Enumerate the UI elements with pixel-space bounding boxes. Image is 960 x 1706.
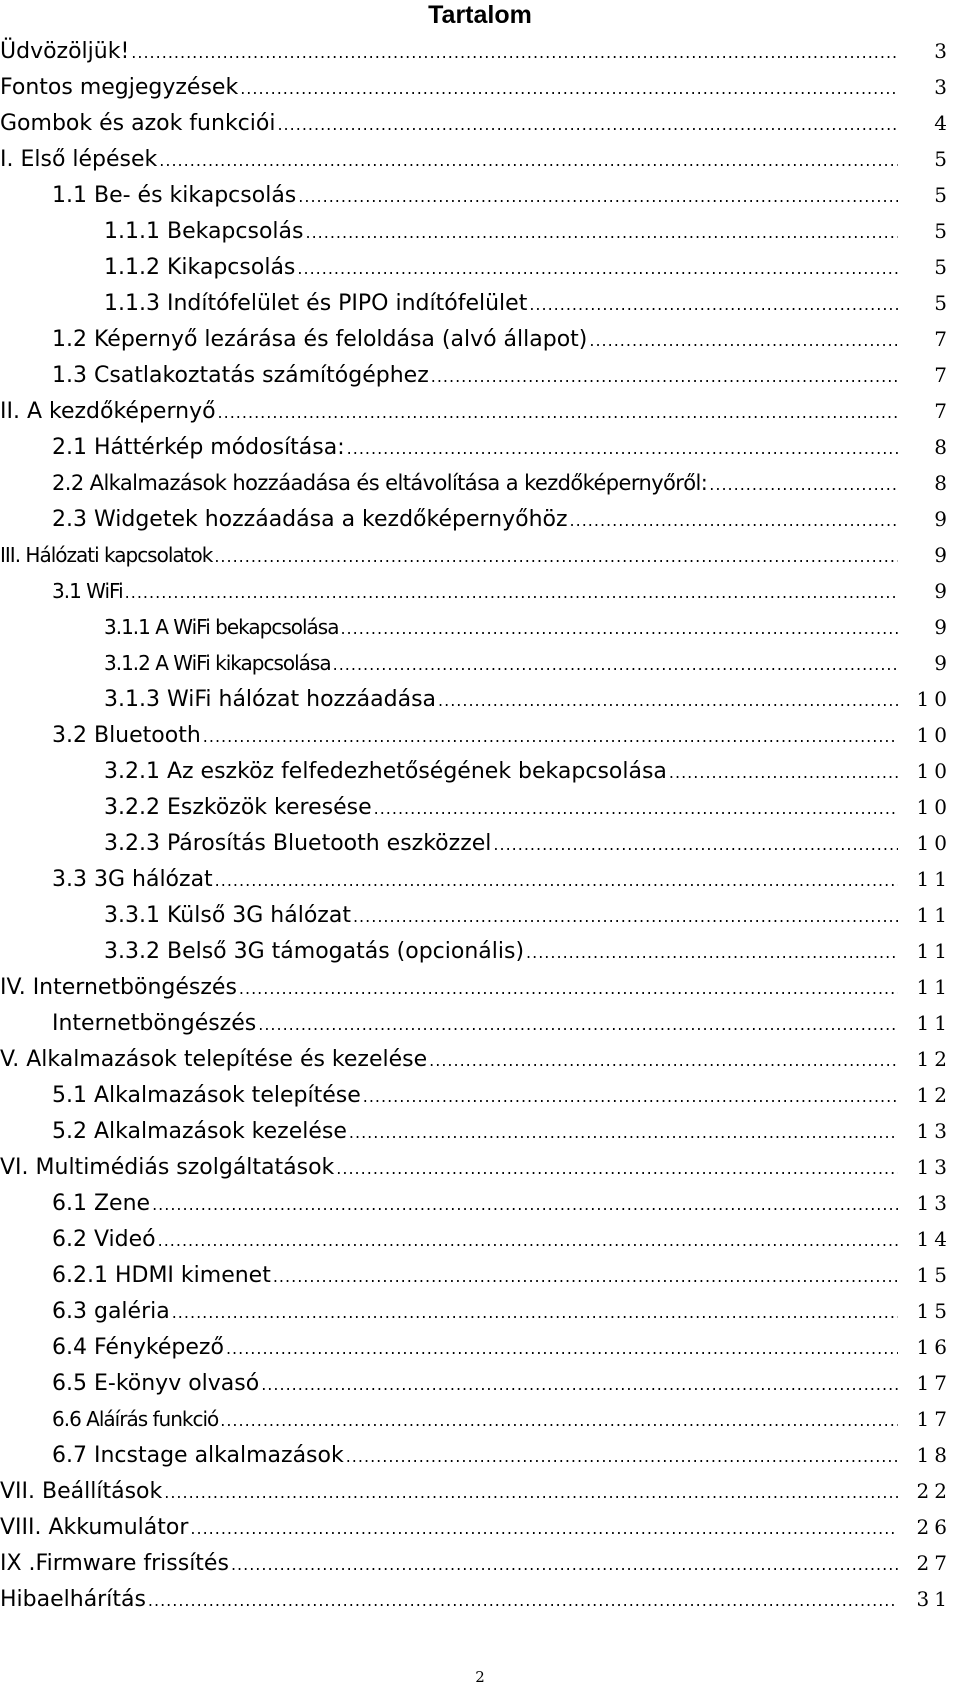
toc-entry[interactable] bbox=[0, 1149, 960, 1185]
toc-entry-label: Gombok és azok funkciói bbox=[0, 111, 276, 136]
toc-entry-label: Internetböngészés bbox=[52, 1011, 257, 1036]
toc-leader-dots bbox=[152, 1187, 898, 1223]
toc-leader-dots bbox=[172, 1295, 898, 1331]
toc-entry-label: V. Alkalmazások telepítése és kezelése bbox=[0, 1047, 428, 1072]
toc-entry-page: 11 bbox=[916, 975, 952, 999]
toc-entry-label: III. Hálózati kapcsolatok bbox=[0, 543, 213, 567]
toc-entry-label: 2.3 Widgetek hozzáadása a kezdőképernyőhöz bbox=[52, 507, 568, 532]
toc-leader-dots bbox=[333, 647, 898, 683]
toc-entry-label: 3.1.3 WiFi hálózat hozzáadása bbox=[104, 687, 437, 712]
toc-entry-label: 6.5 E-könyv olvasó bbox=[52, 1371, 260, 1396]
toc-entry[interactable] bbox=[0, 105, 960, 141]
toc-entry-label: 6.1 Zene bbox=[52, 1191, 151, 1216]
toc-leader-dots bbox=[220, 1403, 898, 1439]
toc-entry-page: 26 bbox=[916, 1515, 952, 1539]
toc-leader-dots bbox=[346, 1439, 898, 1475]
toc-entry-page: 9 bbox=[934, 543, 952, 567]
toc-entry-label: 5.1 Alkalmazások telepítése bbox=[52, 1083, 361, 1108]
toc-leader-dots bbox=[349, 1115, 898, 1151]
toc-entry-page: 10 bbox=[916, 723, 952, 747]
toc-entry-label: 1.1.1 Bekapcsolás bbox=[104, 219, 304, 244]
toc-entry[interactable] bbox=[0, 357, 960, 393]
toc-entry-page: 15 bbox=[916, 1263, 952, 1287]
toc-entry[interactable] bbox=[0, 609, 960, 645]
toc-entry-label: 6.2 Videó bbox=[52, 1227, 156, 1252]
toc-leader-dots bbox=[258, 1007, 898, 1043]
toc-entry[interactable] bbox=[0, 1221, 960, 1257]
toc-entry[interactable] bbox=[0, 717, 960, 753]
toc-entry-page: 10 bbox=[916, 795, 952, 819]
toc-entry-page: 11 bbox=[916, 1011, 952, 1035]
toc-entry-page: 9 bbox=[934, 651, 952, 675]
toc-entry-label: 2.2 Alkalmazások hozzáadása és eltávolítása a kezdőképernyőről: bbox=[52, 471, 708, 495]
toc-entry-page: 7 bbox=[934, 399, 952, 423]
toc-leader-dots bbox=[164, 1475, 898, 1511]
toc-entry-page: 13 bbox=[916, 1191, 952, 1215]
toc-entry[interactable] bbox=[0, 321, 960, 357]
toc-entry-label: 1.1.3 Indítófelület és PIPO indítófelület bbox=[104, 291, 528, 316]
toc-entry[interactable] bbox=[0, 1401, 960, 1437]
toc-leader-dots bbox=[431, 359, 898, 395]
toc-entry-page: 12 bbox=[916, 1047, 952, 1071]
toc-entry[interactable] bbox=[0, 933, 960, 969]
toc-entry[interactable] bbox=[0, 1257, 960, 1293]
toc-entry-label: Üdvözöljük! bbox=[0, 39, 130, 64]
toc-entry[interactable] bbox=[0, 861, 960, 897]
toc-entry-page: 15 bbox=[916, 1299, 952, 1323]
toc-entry-label: 1.2 Képernyő lezárása és feloldása (alvó állapot) bbox=[52, 327, 588, 352]
toc-entry-page: 9 bbox=[934, 615, 952, 639]
toc-leader-dots bbox=[340, 611, 898, 647]
toc-entry-label: 6.4 Fényképező bbox=[52, 1335, 224, 1360]
toc-entry-page: 5 bbox=[934, 255, 952, 279]
toc-entry-page: 10 bbox=[916, 831, 952, 855]
toc-entry-page: 18 bbox=[916, 1443, 952, 1467]
toc-entry[interactable] bbox=[0, 1545, 960, 1581]
toc-entry[interactable] bbox=[0, 1041, 960, 1077]
toc-entry-label: 3.2.1 Az eszköz felfedezhetőségének bekapcsolása bbox=[104, 759, 667, 784]
toc-leader-dots bbox=[298, 179, 898, 215]
toc-leader-dots bbox=[159, 143, 898, 179]
toc-entry-page: 11 bbox=[916, 939, 952, 963]
toc-entry[interactable] bbox=[0, 1473, 960, 1509]
toc-entry-label: 5.2 Alkalmazások kezelése bbox=[52, 1119, 347, 1144]
toc-entry-page: 8 bbox=[934, 435, 952, 459]
toc-entry-label: Hibaelhárítás bbox=[0, 1587, 146, 1612]
toc-entry-page: 9 bbox=[934, 579, 952, 603]
toc-entry-label: 2.1 Háttérkép módosítása: bbox=[52, 435, 345, 460]
toc-entry-label: 3.1 WiFi bbox=[52, 579, 123, 603]
toc-entry-page: 4 bbox=[934, 111, 952, 135]
toc-entry-page: 9 bbox=[934, 507, 952, 531]
toc-leader-dots bbox=[215, 863, 898, 899]
toc-leader-dots bbox=[570, 503, 898, 539]
toc-leader-dots bbox=[347, 431, 898, 467]
toc-leader-dots bbox=[125, 575, 898, 611]
toc-entry-page: 17 bbox=[916, 1371, 952, 1395]
toc-entry[interactable] bbox=[0, 1185, 960, 1221]
toc-entry[interactable] bbox=[0, 177, 960, 213]
toc-entry[interactable] bbox=[0, 1581, 960, 1617]
toc-entry-page: 11 bbox=[916, 867, 952, 891]
toc-entry-label: IX .Firmware frissítés bbox=[0, 1551, 229, 1576]
toc-entry-page: 3 bbox=[934, 39, 952, 63]
toc-entry-label: II. A kezdőképernyő bbox=[0, 399, 216, 424]
toc-entry-page: 10 bbox=[916, 687, 952, 711]
toc-entry-label: VIII. Akkumulátor bbox=[0, 1515, 189, 1540]
toc-entry[interactable] bbox=[0, 681, 960, 717]
toc-entry[interactable] bbox=[0, 753, 960, 789]
toc-entry-label: 3.1.2 A WiFi kikapcsolása bbox=[104, 651, 331, 675]
toc-leader-dots bbox=[438, 683, 898, 719]
toc-entry-label: 6.2.1 HDMI kimenet bbox=[52, 1263, 271, 1288]
toc-entry[interactable] bbox=[0, 537, 960, 573]
toc-entry-page: 5 bbox=[934, 291, 952, 315]
toc-entry[interactable] bbox=[0, 69, 960, 105]
toc-entry-label: 1.1.2 Kikapcsolás bbox=[104, 255, 296, 280]
toc-entry-label: VI. Multimédiás szolgáltatások bbox=[0, 1155, 335, 1180]
toc-leader-dots bbox=[374, 791, 898, 827]
toc-entry[interactable] bbox=[0, 789, 960, 825]
toc-leader-dots bbox=[261, 1367, 898, 1403]
page-number: 2 bbox=[475, 1668, 485, 1686]
toc-entry[interactable] bbox=[0, 969, 960, 1005]
toc-leader-dots bbox=[231, 1547, 898, 1583]
toc-entry-label: 3.1.1 A WiFi bekapcsolása bbox=[104, 615, 339, 639]
toc-entry-label: 6.6 Aláírás funkció bbox=[52, 1407, 219, 1431]
toc-entry-label: 3.2.2 Eszközök keresése bbox=[104, 795, 372, 820]
toc-leader-dots bbox=[226, 1331, 898, 1367]
toc-leader-dots bbox=[305, 215, 898, 251]
toc-entry-page: 14 bbox=[916, 1227, 952, 1251]
toc-entry-label: 3.3 3G hálózat bbox=[52, 867, 213, 892]
toc-entry-label: 3.2 Bluetooth bbox=[52, 723, 201, 748]
toc-leader-dots bbox=[190, 1511, 898, 1547]
toc-leader-dots bbox=[214, 539, 898, 575]
toc-entry[interactable] bbox=[0, 1365, 960, 1401]
toc-entry-page: 16 bbox=[916, 1335, 952, 1359]
toc-entry[interactable] bbox=[0, 1077, 960, 1113]
toc-leader-dots bbox=[336, 1151, 898, 1187]
toc-entry[interactable] bbox=[0, 249, 960, 285]
toc-leader-dots bbox=[669, 755, 898, 791]
toc-entry[interactable] bbox=[0, 825, 960, 861]
toc-entry-page: 5 bbox=[934, 183, 952, 207]
toc-entry-label: VII. Beállítások bbox=[0, 1479, 163, 1504]
toc-entry-label: 3.2.3 Párosítás Bluetooth eszközzel bbox=[104, 831, 492, 856]
toc-entry-page: 27 bbox=[916, 1551, 952, 1575]
toc-entry-page: 10 bbox=[916, 759, 952, 783]
toc-leader-dots bbox=[148, 1583, 898, 1619]
page-title: Tartalom bbox=[428, 1, 532, 29]
toc-entry[interactable] bbox=[0, 1437, 960, 1473]
toc-entry-page: 5 bbox=[934, 147, 952, 171]
toc-entry[interactable] bbox=[0, 213, 960, 249]
toc-entry-label: IV. Internetböngészés bbox=[0, 975, 237, 1000]
toc-entry[interactable] bbox=[0, 1329, 960, 1365]
toc-leader-dots bbox=[493, 827, 898, 863]
toc-leader-dots bbox=[297, 251, 898, 287]
toc-leader-dots bbox=[529, 287, 898, 323]
toc-leader-dots bbox=[709, 467, 898, 503]
toc-leader-dots bbox=[239, 971, 898, 1007]
toc-entry-label: I. Első lépések bbox=[0, 147, 158, 172]
toc-leader-dots bbox=[273, 1259, 898, 1295]
toc-leader-dots bbox=[363, 1079, 898, 1115]
toc-entry[interactable] bbox=[0, 645, 960, 681]
toc-entry-label: 1.1 Be- és kikapcsolás bbox=[52, 183, 297, 208]
toc-leader-dots bbox=[526, 935, 898, 971]
toc-entry-page: 13 bbox=[916, 1155, 952, 1179]
toc-leader-dots bbox=[353, 899, 898, 935]
toc-entry-page: 3 bbox=[934, 75, 952, 99]
toc-entry-page: 7 bbox=[934, 327, 952, 351]
toc-leader-dots bbox=[240, 71, 898, 107]
toc-entry[interactable] bbox=[0, 285, 960, 321]
toc-entry-page: 11 bbox=[916, 903, 952, 927]
toc-entry-page: 13 bbox=[916, 1119, 952, 1143]
toc-entry[interactable] bbox=[0, 1005, 960, 1041]
toc-leader-dots bbox=[158, 1223, 898, 1259]
toc-entry-label: 6.3 galéria bbox=[52, 1299, 170, 1324]
toc-entry[interactable] bbox=[0, 33, 960, 69]
toc-entry-page: 22 bbox=[916, 1479, 952, 1503]
toc-entry[interactable] bbox=[0, 501, 960, 537]
toc-leader-dots bbox=[429, 1043, 898, 1079]
toc-entry-page: 7 bbox=[934, 363, 952, 387]
toc-entry[interactable] bbox=[0, 1509, 960, 1545]
toc-entry-label: 3.3.1 Külső 3G hálózat bbox=[104, 903, 351, 928]
toc-leader-dots bbox=[218, 395, 898, 431]
toc-entry[interactable] bbox=[0, 393, 960, 429]
toc-entry[interactable] bbox=[0, 1113, 960, 1149]
toc-entry[interactable] bbox=[0, 1293, 960, 1329]
toc-entry[interactable] bbox=[0, 465, 960, 501]
table-of-contents bbox=[0, 33, 960, 1617]
toc-leader-dots bbox=[203, 719, 898, 755]
toc-leader-dots bbox=[131, 35, 898, 71]
toc-entry-page: 8 bbox=[934, 471, 952, 495]
toc-entry-page: 5 bbox=[934, 219, 952, 243]
toc-entry-label: Fontos megjegyzések bbox=[0, 75, 239, 100]
toc-entry-page: 17 bbox=[916, 1407, 952, 1431]
toc-entry-page: 12 bbox=[916, 1083, 952, 1107]
toc-entry[interactable] bbox=[0, 573, 960, 609]
toc-entry-label: 3.3.2 Belső 3G támogatás (opcionális) bbox=[104, 939, 525, 964]
toc-entry-page: 31 bbox=[916, 1587, 952, 1611]
toc-leader-dots bbox=[589, 323, 898, 359]
toc-entry[interactable] bbox=[0, 897, 960, 933]
toc-leader-dots bbox=[277, 107, 898, 143]
toc-entry-label: 6.7 Incstage alkalmazások bbox=[52, 1443, 344, 1468]
toc-entry[interactable] bbox=[0, 141, 960, 177]
toc-entry[interactable] bbox=[0, 429, 960, 465]
toc-entry-label: 1.3 Csatlakoztatás számítógéphez bbox=[52, 363, 429, 388]
